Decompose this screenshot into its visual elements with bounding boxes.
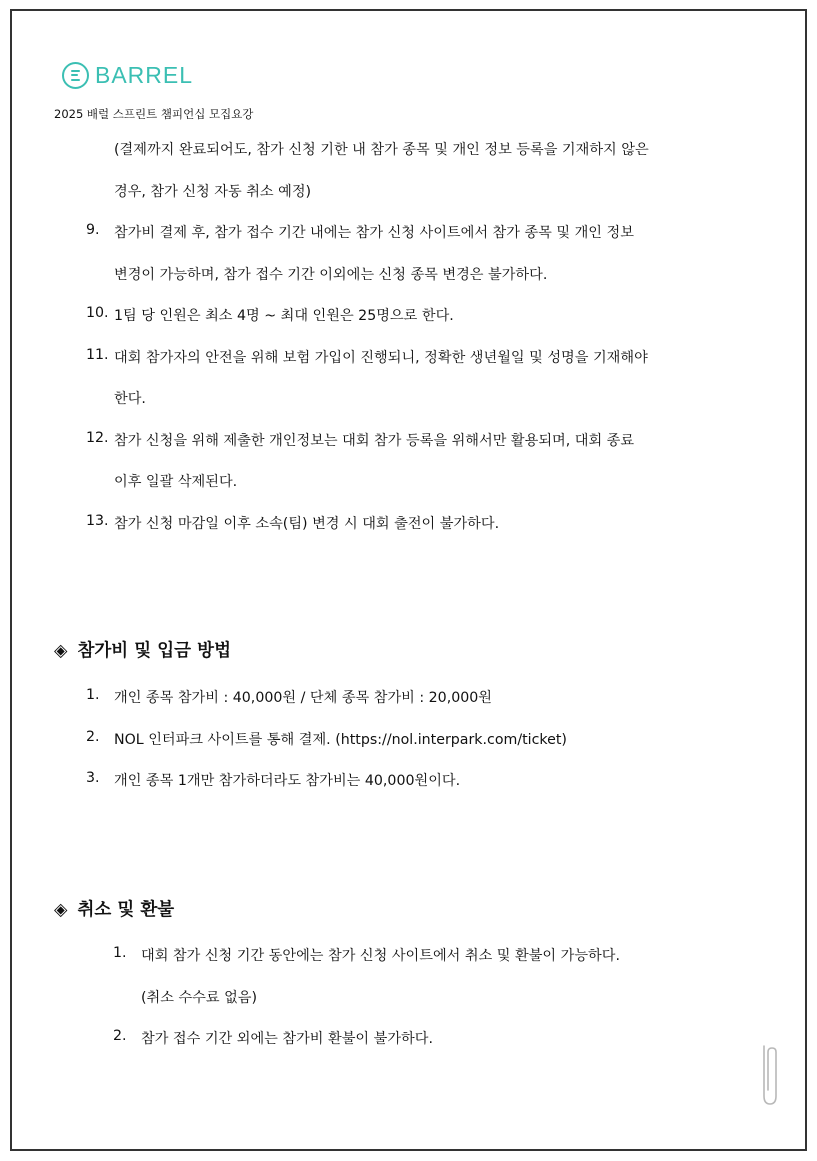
refund-section-title: 취소 및 환불 <box>77 900 175 920</box>
rule-9-line-2: 변경이 가능하며, 참가 접수 기간 이외에는 신청 종목 변경은 불가하다. <box>114 267 548 283</box>
rule-10-number: 10. <box>86 305 109 321</box>
barrel-logo <box>62 60 193 90</box>
rule-9-number: 9. <box>86 222 100 238</box>
fee-item-2-number: 2. <box>86 729 100 745</box>
rule-11-number: 11. <box>86 347 109 363</box>
refund-item-1-line-2: (취소 수수료 없음) <box>141 990 258 1006</box>
paperclip-icon <box>760 1044 780 1106</box>
diamond-bullet-icon: ◈ <box>54 900 68 920</box>
barrel-logo-mark-icon <box>62 62 89 89</box>
refund-section-heading <box>54 896 174 921</box>
rule-12-line-2: 이후 일괄 삭제된다. <box>114 474 238 490</box>
diamond-bullet-icon: ◈ <box>54 641 68 661</box>
logo-text: BARREL <box>95 61 194 88</box>
refund-item-2-line-1: 참가 접수 기간 외에는 참가비 환불이 불가하다. <box>141 1031 433 1047</box>
rule-12-line-1: 참가 신청을 위해 제출한 개인정보는 대회 참가 등록을 위해서만 활용되며, 대회 종료 <box>114 433 635 449</box>
fee-item-3-number: 3. <box>86 770 100 786</box>
refund-item-1-number: 1. <box>113 945 127 961</box>
rule-11-line-1: 대회 참가자의 안전을 위해 보험 가입이 진행되니, 정확한 생년월일 및 성명을 기재해야 <box>114 350 648 366</box>
fee-section-heading <box>54 637 231 662</box>
fee-item-2-text: NOL 인터파크 사이트를 통해 결제. (https://nol.interpark.com/ticket) <box>114 732 567 748</box>
fee-section-title: 참가비 및 입금 방법 <box>77 641 231 661</box>
rule-9-line-1: 참가비 결제 후, 참가 접수 기간 내에는 참가 신청 사이트에서 참가 종목 및 개인 정보 <box>114 225 634 241</box>
fee-item-1-number: 1. <box>86 687 100 703</box>
rule-continued-line-2: 경우, 참가 신청 자동 취소 예정) <box>114 184 312 200</box>
document-header: 2025 배럴 스프린트 챔피언십 모집요강 <box>54 107 254 121</box>
rule-12-number: 12. <box>86 430 109 446</box>
rule-continued-line-1: (결제까지 완료되어도, 참가 신청 기한 내 참가 종목 및 개인 정보 등록을 기재하지 않은 <box>114 142 649 158</box>
fee-item-3-text: 개인 종목 1개만 참가하더라도 참가비는 40,000원이다. <box>114 773 461 789</box>
refund-item-1-line-1: 대회 참가 신청 기간 동안에는 참가 신청 사이트에서 취소 및 환불이 가능하다. <box>141 948 620 964</box>
rule-13-line-1: 참가 신청 마감일 이후 소속(팀) 변경 시 대회 출전이 불가하다. <box>114 516 500 532</box>
fee-item-1-text: 개인 종목 참가비 : 40,000원 / 단체 종목 참가비 : 20,000원 <box>114 690 493 706</box>
refund-item-2-number: 2. <box>113 1028 127 1044</box>
rule-10-line-1: 1팀 당 인원은 최소 4명 ~ 최대 인원은 25명으로 한다. <box>114 308 454 324</box>
rule-11-line-2: 한다. <box>114 391 146 407</box>
rule-13-number: 13. <box>86 513 109 529</box>
